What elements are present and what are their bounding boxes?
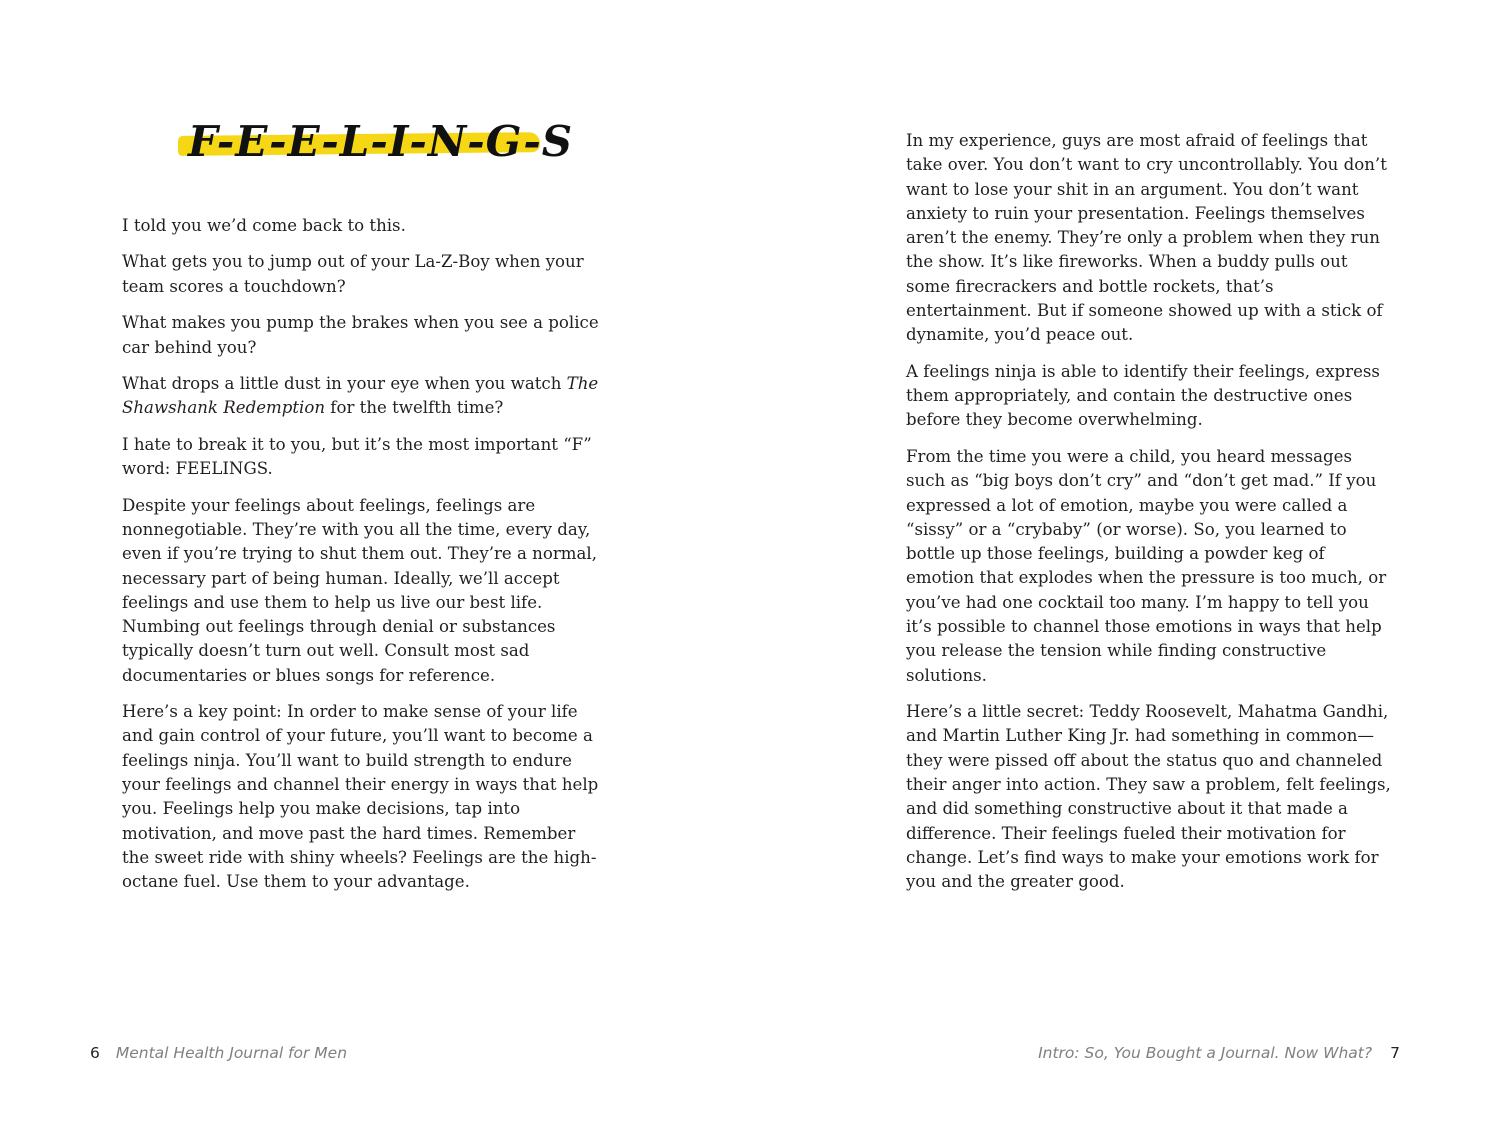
paragraph: What gets you to jump out of your La-Z-Boy when your team scores a touchdown? <box>122 252 584 296</box>
chapter-title: Intro: So, You Bought a Journal. Now What? <box>1038 1044 1373 1062</box>
left-body-text <box>122 214 602 907</box>
paragraph: In my experience, guys are most afraid of feelings that take over. You don’t want to cry uncontrollably. You don’t want to lose your shit in an argument. You don’t want anxiety to ruin your presentation. Feelings themselves aren’t the enemy. They’re only a problem when they run the show. It’s like fireworks. When a buddy pulls out some firecrackers and bottle rockets, that’s entertainment. But if someone showed up with a stick of dynamite, you’d peace out. <box>906 131 1387 345</box>
book-title: Mental Health Journal for Men <box>115 1044 348 1062</box>
left-footer <box>90 1042 347 1064</box>
paragraph: Here’s a little secret: Teddy Roosevelt, Mahatma Gandhi, and Martin Luther King Jr. had something in common—they were pissed off about the status quo and channeled their anger into action. They saw a problem, felt feelings, and did something constructive about it that made a difference. Their feelings fueled their motivation for change. Let’s find ways to make your emotions work for you and the greater good. <box>906 702 1391 892</box>
page-number: 6 <box>90 1044 100 1062</box>
right-footer <box>1038 1042 1400 1064</box>
paragraph: From the time you were a child, you heard messages such as “big boys don’t cry” and “don’t get mad.” If you expressed a lot of emotion, maybe you were called a “sissy” or a “crybaby” (or worse). So, you learned to bottle up those feelings, building a powder keg of emotion that explodes when the pressure is too much, or you’ve had one cocktail too many. I’m happy to tell you it’s possible to channel those emotions in ways that help you release the tension while finding constructive solutions. <box>906 446 1387 685</box>
paragraph-text: What drops a little dust in your eye when you watch <box>122 374 567 394</box>
movie-title: The Shawshank Redemption <box>122 374 599 418</box>
paragraph: A feelings ninja is able to identify their feelings, express them appropriately, and contain the destructive ones before they become overwhelming. <box>906 361 1380 430</box>
paragraph: I told you we’d come back to this. <box>122 216 406 235</box>
section-heading <box>176 116 574 168</box>
paragraph: I hate to break it to you, but it’s the most important “F” word: FEELINGS. <box>122 434 592 479</box>
page-number: 7 <box>1390 1044 1400 1062</box>
paragraph: Here’s a key point: In order to make sense of your life and gain control of your future, you’ll want to become a feelings ninja. You’ll want to build strength to endure your feelings and channel their energy in ways that help you. Feelings help you make decisions, tap into motivation, and move past the hard times. Remember the sweet ride with shiny wheels? Feelings are the high-octane fuel. Use them to your advantage. <box>122 702 599 892</box>
right-page <box>750 0 1500 1125</box>
paragraph-text: for the twelfth time? <box>325 398 504 418</box>
paragraph <box>122 372 602 421</box>
paragraph: What makes you pump the brakes when you see a police car behind you? <box>122 313 599 357</box>
paragraph: Despite your feelings about feelings, feelings are nonnegotiable. They’re with you all the time, every day, even if you’re trying to shut them out. They’re a normal, necessary part of being human. Ideally, we’ll accept feelings and use them to help us live our best life. Numbing out feelings through denial or substances typically doesn’t turn out well. Consult most sad documentaries or blues songs for reference. <box>122 495 598 685</box>
heading-text: F-E-E-L-I-N-G-S <box>188 117 574 166</box>
right-body-text <box>906 129 1396 907</box>
